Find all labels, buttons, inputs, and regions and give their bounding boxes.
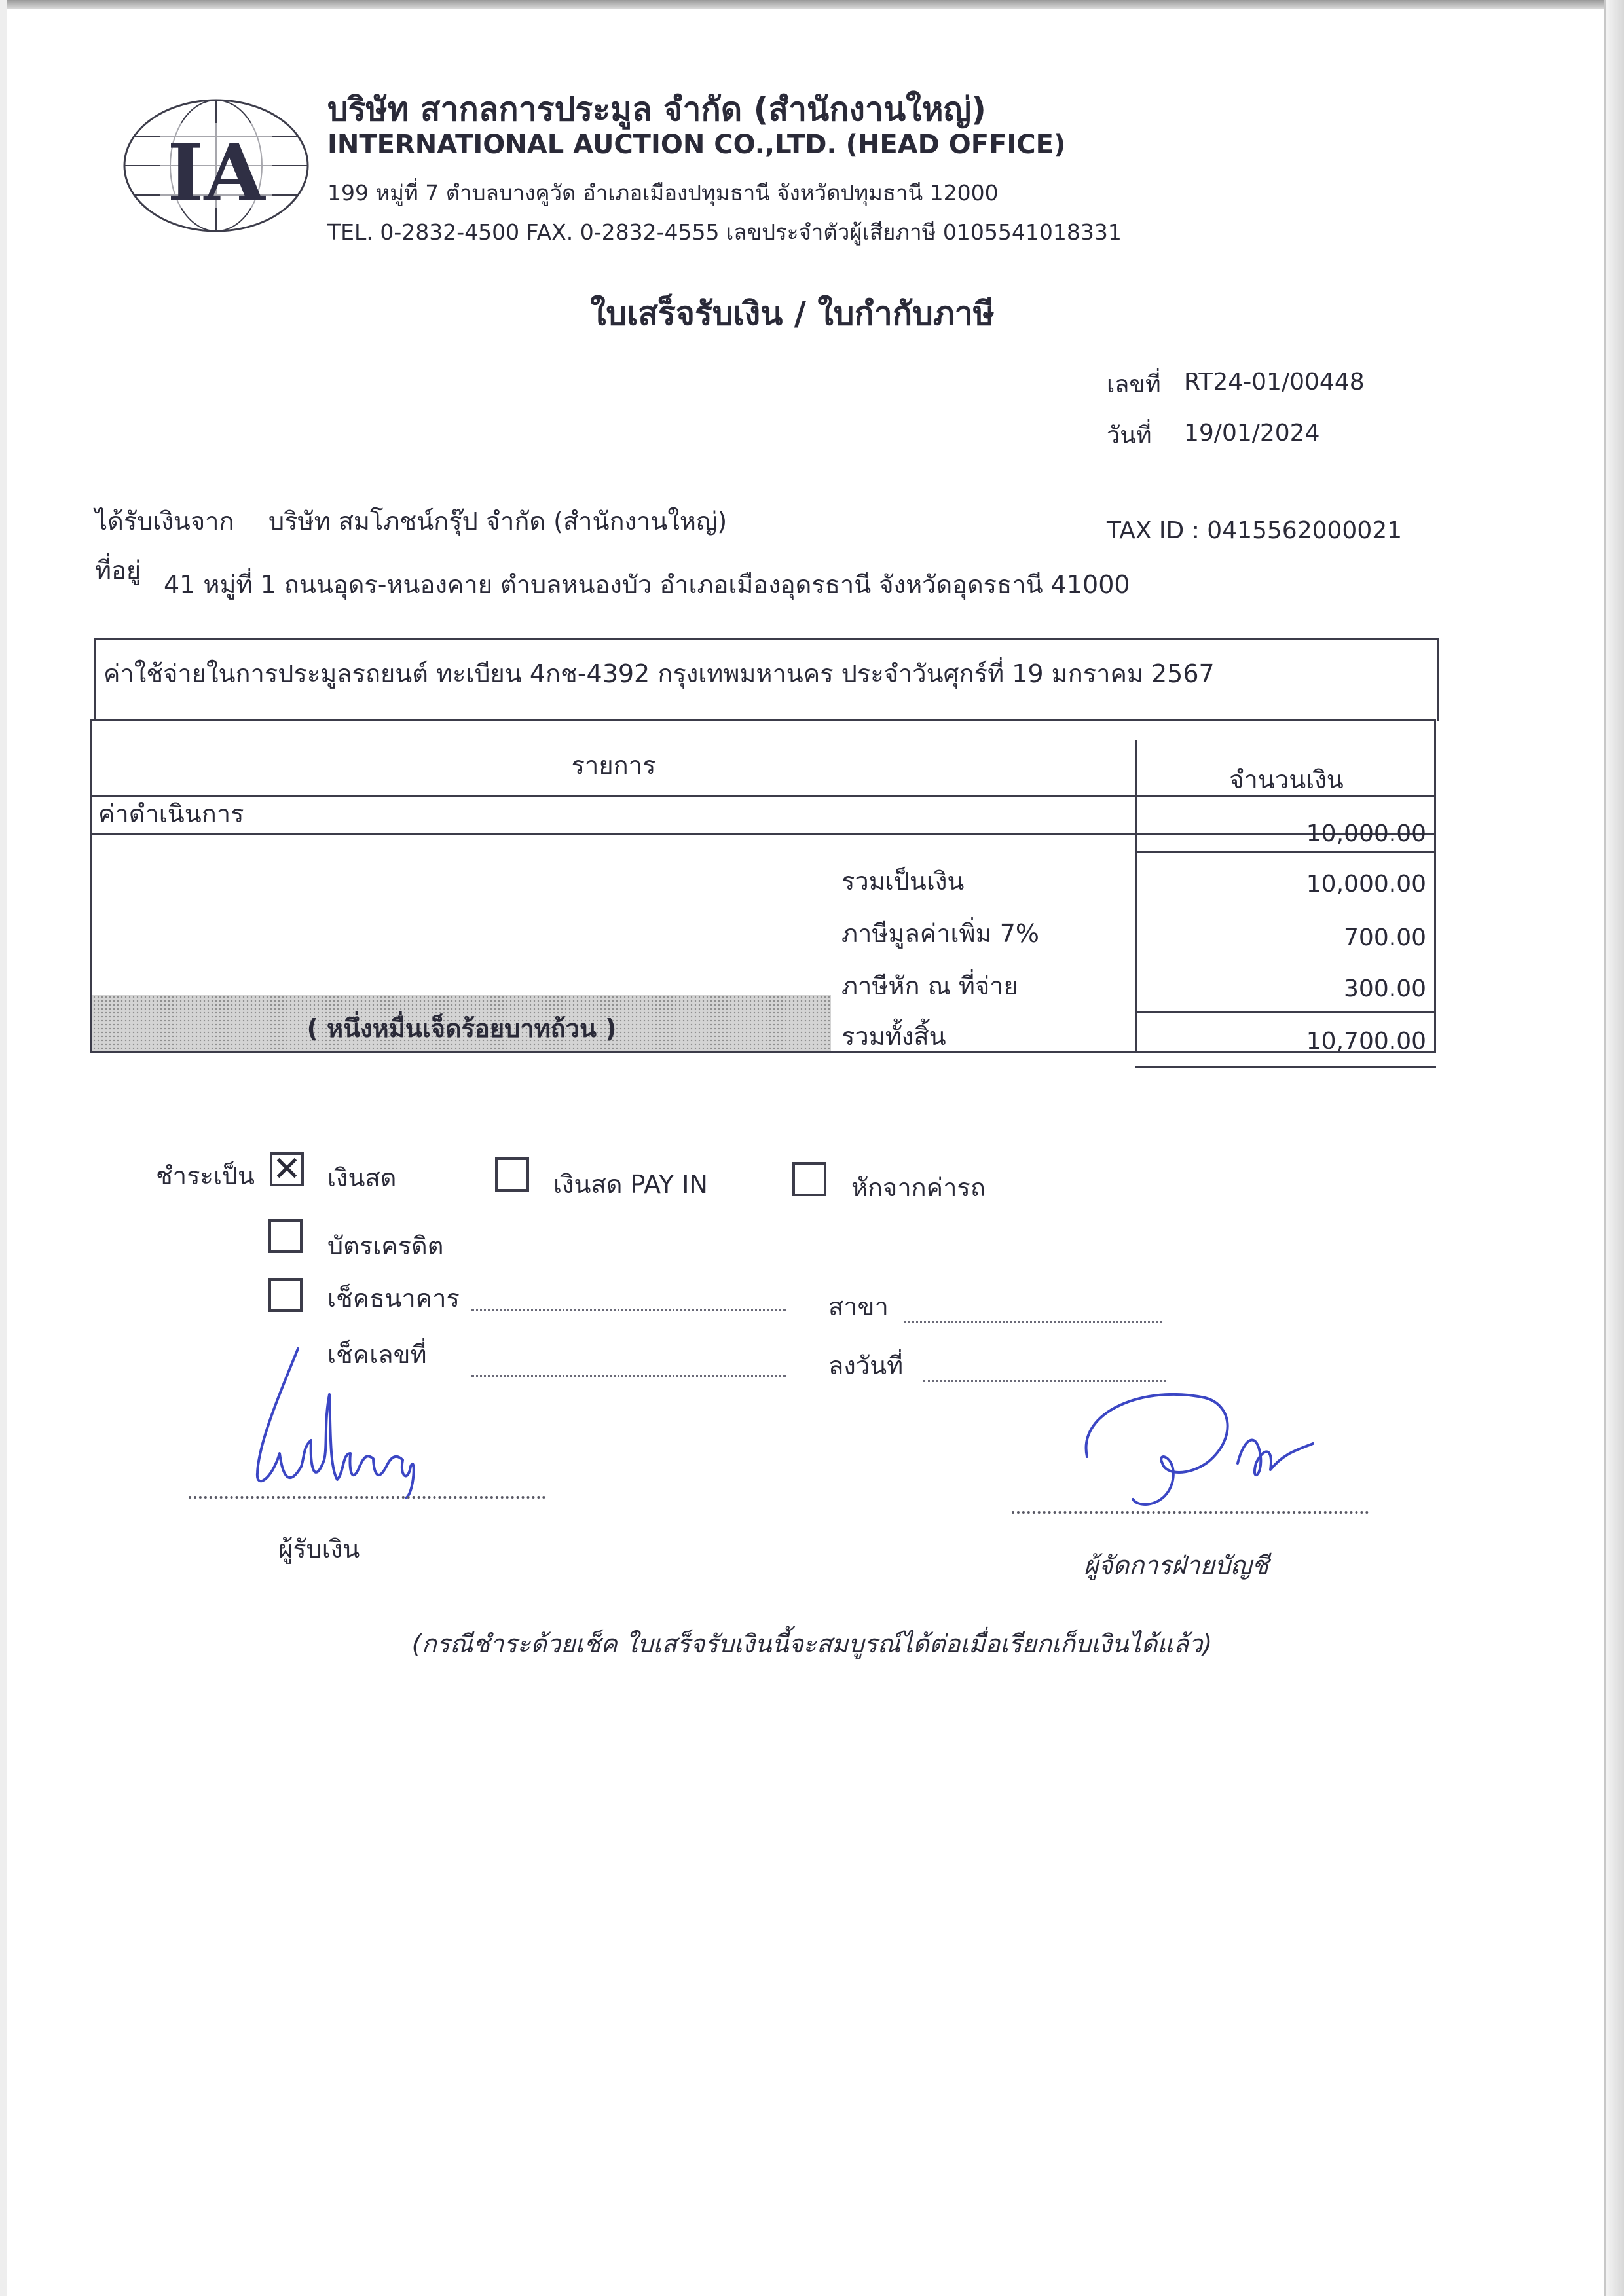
payment-label: ชำระเป็น	[156, 1161, 255, 1190]
document-title: ใบเสร็จรับเงิน / ใบกำกับภาษี	[590, 295, 995, 333]
column-header-item: รายการ	[571, 751, 656, 780]
vat-label: ภาษีมูลค่าเพิ่ม 7%	[841, 919, 1039, 948]
company-contact: TEL. 0-2832-4500 FAX. 0-2832-4555 เลขประจำตัวผู้เสียภาษี 0105541018331	[327, 219, 1122, 245]
option-cash-pay-in-label: เงินสด PAY IN	[553, 1170, 708, 1199]
vat-amount: 700.00	[1344, 924, 1426, 951]
manager-label: ผู้จัดการฝ่ายบัญชี	[1084, 1551, 1269, 1580]
receipt-date: 19/01/2024	[1184, 420, 1320, 446]
scan-edge-right	[1604, 0, 1624, 2296]
option-cash-label: เงินสด	[327, 1163, 397, 1192]
amount-row-divider	[1135, 851, 1436, 853]
scan-edge-left	[0, 0, 7, 2296]
withholding-amount: 300.00	[1344, 975, 1426, 1002]
bank-field-line[interactable]	[471, 1309, 786, 1311]
receipt-number: RT24-01/00448	[1184, 369, 1365, 395]
amount-in-words: ( หนึ่งหมื่นเจ็ดร้อยบาทถ้วน )	[306, 1014, 617, 1043]
checkbox-cash-pay-in[interactable]	[495, 1157, 529, 1192]
scan-edge-top	[0, 0, 1624, 9]
cheque-footnote: (กรณีชำระด้วยเช็ค ใบเสร็จรับเงินนี้จะสมบูรณ์ได้ต่อเมื่อเรียกเก็บเงินได้แล้ว)	[411, 1630, 1213, 1658]
receiver-signature-line	[189, 1496, 545, 1499]
checkbox-credit-card[interactable]	[268, 1219, 303, 1253]
option-cheque-label: เช็คธนาคาร	[327, 1284, 460, 1313]
receiver-label: ผู้รับเงิน	[278, 1535, 360, 1563]
checkbox-cheque[interactable]	[268, 1278, 303, 1312]
dated-label: ลงวันที่	[828, 1351, 904, 1380]
option-credit-card-label: บัตรเครดิต	[327, 1231, 444, 1260]
receiver-signature	[239, 1342, 435, 1499]
customer-address: 41 หมู่ที่ 1 ถนนอุดร-หนองคาย ตำบลหนองบัว อำเภอเมืองอุดรธานี จังหวัดอุดรธานี 41000	[164, 570, 1130, 599]
company-name-english: INTERNATIONAL AUCTION CO.,LTD. (HEAD OFFICE)	[327, 130, 1066, 160]
received-from-label: ได้รับเงินจาก	[95, 507, 234, 536]
subtotal-label: รวมเป็นเงิน	[841, 867, 965, 896]
total-label: รวมทั้งสิ้น	[841, 1022, 946, 1051]
subtotal-amount: 10,000.00	[1306, 871, 1426, 898]
branch-field-line[interactable]	[904, 1321, 1162, 1323]
customer-tax-id: TAX ID : 0415562000021	[1107, 517, 1403, 544]
total-amount: 10,700.00	[1306, 1028, 1426, 1055]
manager-signature	[1074, 1385, 1323, 1516]
cheque-number-label: เช็คเลขที่	[327, 1340, 427, 1369]
item-row-amount: 10,000.00	[1306, 820, 1426, 847]
company-address: 199 หมู่ที่ 7 ตำบลบางคูวัด อำเภอเมืองปทุมธานี จังหวัดปทุมธานี 12000	[327, 180, 999, 206]
option-deduct-label: หักจากค่ารถ	[851, 1173, 986, 1202]
logo-text: IA	[167, 127, 265, 219]
company-name-thai: บริษัท สากลการประมูล จำกัด (สำนักงานใหญ่)	[327, 90, 987, 128]
receipt-date-label: วันที่	[1107, 422, 1152, 449]
manager-signature-line	[1012, 1511, 1369, 1514]
column-header-amount: จำนวนเงิน	[1229, 765, 1344, 794]
customer-address-label: ที่อยู่	[95, 556, 141, 585]
cheque-number-field-line[interactable]	[471, 1375, 786, 1377]
withholding-label: ภาษีหัก ณ ที่จ่าย	[841, 972, 1018, 1000]
checkbox-cash[interactable]	[270, 1150, 304, 1189]
dated-field-line[interactable]	[923, 1380, 1166, 1382]
checkbox-deduct-from-car[interactable]	[792, 1162, 826, 1196]
checkbox-cash-mark: ✕	[272, 1150, 301, 1189]
branch-label: สาขา	[828, 1292, 889, 1321]
description-text: ค่าใช้จ่ายในการประมูลรถยนต์ ทะเบียน 4กช-4392 กรุงเทพมหานคร ประจำวันศุกร์ที่ 19 มกราคม 2567	[103, 659, 1215, 688]
total-double-underline	[1135, 1066, 1436, 1068]
company-logo	[121, 97, 311, 234]
total-divider	[1135, 1011, 1436, 1013]
receipt-number-label: เลขที่	[1107, 371, 1161, 398]
item-row-description: ค่าดำเนินการ	[98, 799, 244, 828]
customer-name: บริษัท สมโภชน์กรุ๊ป จำกัด (สำนักงานใหญ่)	[268, 507, 728, 536]
